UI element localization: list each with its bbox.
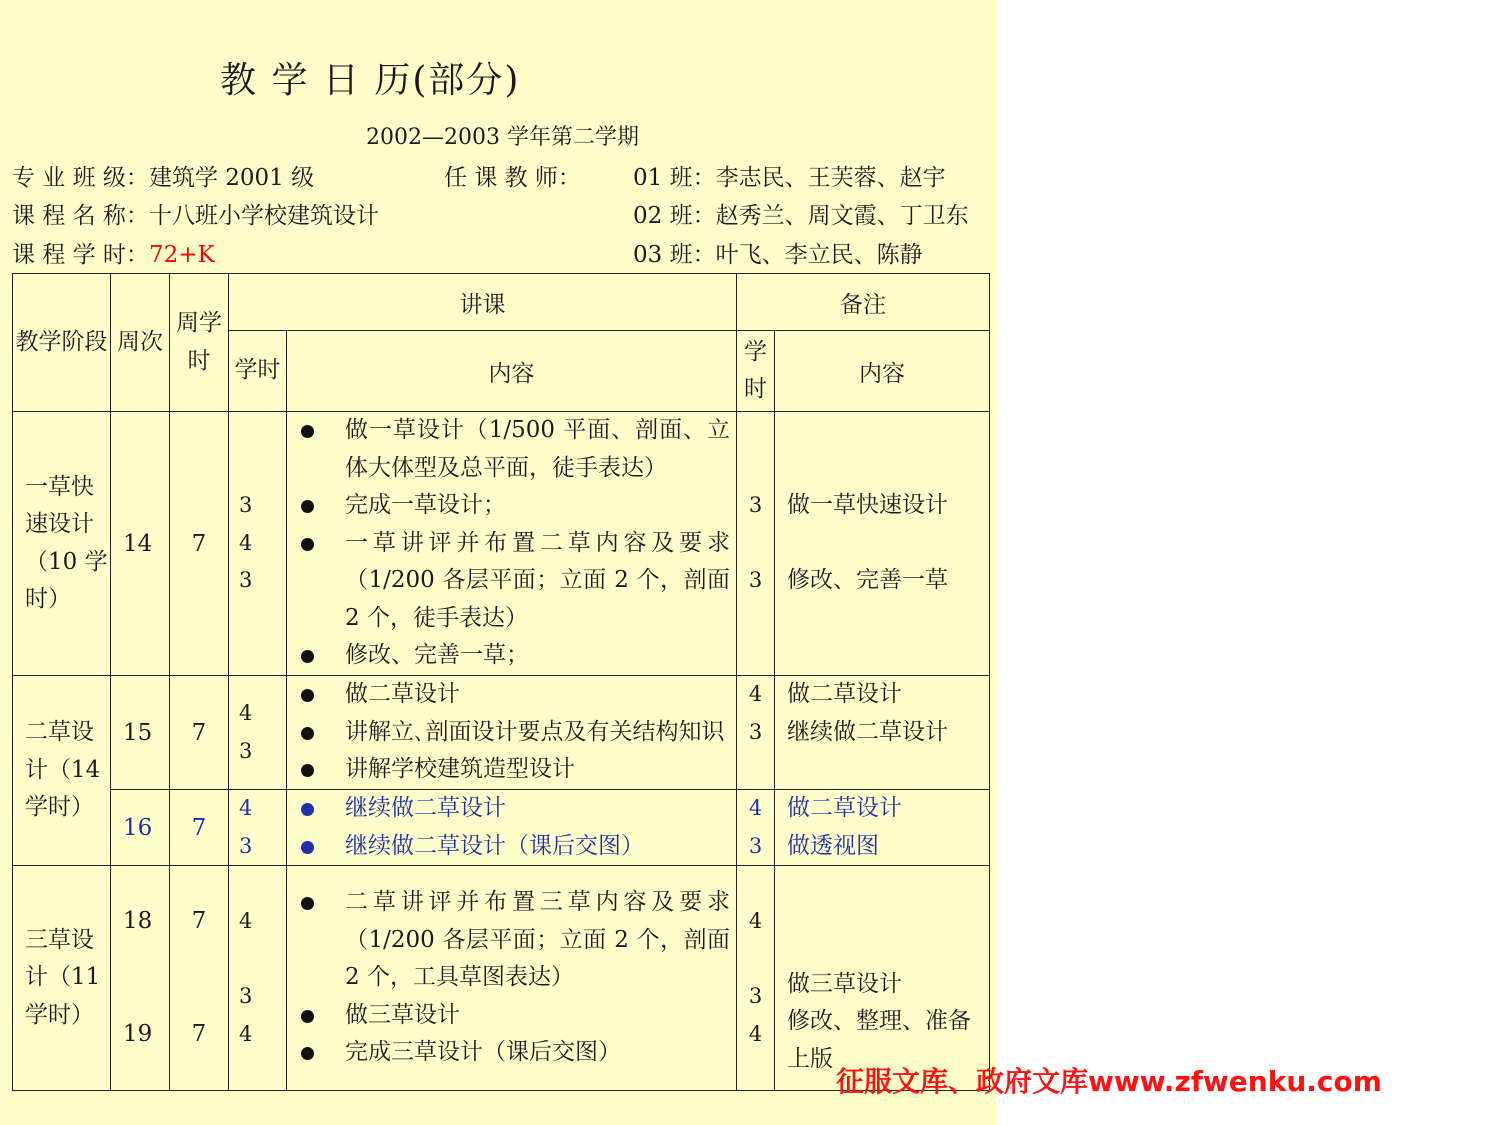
class01-teachers: 01 班：李志民、王芙蓉、赵宇	[633, 165, 946, 191]
list-item: 做三草设计	[299, 997, 730, 1035]
hours-value: 4	[748, 796, 763, 820]
stage1-content	[287, 412, 737, 676]
bullet-icon	[301, 650, 314, 663]
header-lecture-hours: 学时	[229, 331, 287, 412]
list-item: 讲解立､剖面设计要点及有关结构知识	[299, 714, 730, 752]
remark-item: 继续做二草设计	[787, 718, 948, 745]
week-value: 18	[123, 908, 153, 934]
weekly-hours-value: 7	[191, 908, 207, 934]
header-remarks: 备注	[737, 274, 990, 331]
bullet-icon	[301, 803, 314, 816]
stage2b-weekly-hours: 7	[170, 790, 229, 866]
stage1-remark-hours	[737, 412, 775, 676]
stage1-hours	[229, 412, 287, 676]
header-week: 周次	[111, 274, 170, 412]
hours-value: 3	[748, 719, 763, 744]
hours-value: 4	[239, 701, 253, 725]
stage1-weekly-hours: 7	[170, 412, 229, 676]
hours-value: 4	[748, 909, 763, 933]
major-value: 建筑学 2001 级	[148, 165, 315, 191]
stage3-hours	[229, 866, 287, 1091]
remark-item: 做透视图	[787, 832, 879, 859]
hours-value: 4	[239, 796, 253, 820]
stage3-remark-hours	[737, 866, 775, 1091]
bullet-icon	[301, 538, 314, 551]
stage2a-remark-hours	[737, 676, 775, 790]
hours-value: 4	[239, 1021, 253, 1046]
remark-item: 做二草设计	[787, 795, 902, 821]
teaching-calendar-table	[12, 273, 990, 1091]
header-lecture-content: 内容	[287, 331, 737, 412]
list-item: 完成一草设计；	[299, 487, 730, 525]
list-item: 一草讲评并布置二草内容及要求（1/200 各层平面；立面 2 个，剖面 2 个，徒手表达）	[299, 525, 730, 638]
bullet-icon	[301, 1047, 314, 1060]
page-title: 教 学 日 历(部分)	[220, 60, 521, 101]
bullet-icon	[301, 425, 314, 438]
stage1-week: 14	[111, 412, 170, 676]
stage2a-hours	[229, 676, 287, 790]
hours-value: 3	[239, 568, 253, 593]
hours-value: 3	[748, 493, 763, 518]
remark-item: 做三草设计	[787, 970, 902, 997]
weekly-hours-value: 7	[191, 1020, 207, 1047]
stage2b-hours	[229, 790, 287, 866]
header-stage: 教学阶段	[13, 274, 111, 412]
hours-value: 4	[748, 1021, 763, 1046]
class02-teachers: 02 班：赵秀兰、周文霞、丁卫东	[633, 203, 969, 229]
remark-item: 做二草设计	[787, 681, 902, 707]
stage1-remarks	[775, 412, 990, 676]
list-item: 二草讲评并布置三草内容及要求（1/200 各层平面；立面 2 个，剖面 2 个，工具草图表达）	[299, 884, 730, 997]
header-remark-hours: 学时	[737, 331, 775, 412]
week-value: 19	[123, 1020, 153, 1047]
header-weekly-hours: 周学时	[170, 274, 229, 412]
course-row	[12, 197, 379, 230]
list-item: 做一草设计（1/500 平面、剖面、立体大体型及总平面，徒手表达）	[299, 412, 730, 487]
hours-value: 3	[239, 984, 253, 1008]
stage3-weeks	[111, 866, 170, 1091]
hours-value: 3	[748, 568, 763, 593]
hours-value: 3	[748, 833, 763, 858]
major-row	[12, 159, 314, 192]
hours-label: 课 程 学 时：	[12, 242, 149, 268]
teacher-label: 任 课 教 师：	[444, 165, 581, 191]
hours-value: 3	[239, 738, 253, 763]
course-label: 课 程 名 称：	[12, 203, 149, 229]
list-item: 做二草设计	[299, 676, 730, 714]
list-item: 继续做二草设计（课后交图）	[299, 828, 730, 866]
stage2a-week: 15	[111, 676, 170, 790]
hours-value: 72+K	[148, 242, 215, 268]
class03-teachers: 03 班：叶飞、李立民、陈静	[633, 242, 923, 268]
bullet-icon	[301, 1010, 314, 1023]
stage1-name: 一草快速设计（10 学时）	[13, 412, 111, 676]
hours-value: 4	[239, 530, 253, 555]
bullet-icon	[301, 764, 314, 777]
semester-subtitle: 2002—2003 学年第二学期	[366, 125, 639, 150]
remark-item: 修改、整理、准备上版	[787, 1008, 971, 1072]
watermark-text: 征服文库、政府文库www.zfwenku.com	[836, 1065, 1382, 1098]
header-remark-content: 内容	[775, 331, 990, 412]
remark-item: 修改、完善一草	[787, 567, 948, 594]
remark-item: 做一草快速设计	[787, 492, 948, 519]
hours-value: 3	[239, 493, 253, 518]
bullet-icon	[301, 727, 314, 740]
hours-row	[12, 236, 215, 269]
hours-value: 4	[748, 682, 763, 706]
stage2b-remark-hours	[737, 790, 775, 866]
stage2a-remarks	[775, 676, 990, 790]
stage3-weekly-hours	[170, 866, 229, 1091]
list-item: 讲解学校建筑造型设计	[299, 751, 730, 789]
list-item: 继续做二草设计	[299, 790, 730, 828]
stage2a-weekly-hours: 7	[170, 676, 229, 790]
hours-value: 3	[239, 833, 253, 858]
stage2-name: 二草设计（14 学时）	[13, 676, 111, 866]
hours-value: 4	[239, 909, 253, 933]
stage3-remarks	[775, 866, 990, 1091]
header-lecture: 讲课	[229, 274, 737, 331]
stage3-name: 三草设计（11 学时）	[13, 866, 111, 1091]
major-label: 专 业 班 级：	[12, 165, 149, 191]
hours-value: 3	[748, 984, 763, 1008]
bullet-icon	[301, 841, 314, 854]
course-value: 十八班小学校建筑设计	[148, 203, 379, 229]
bullet-icon	[301, 897, 314, 910]
stage2b-content	[287, 790, 737, 866]
list-item: 完成三草设计（课后交图）	[299, 1034, 730, 1072]
stage2b-week: 16	[111, 790, 170, 866]
stage3-content	[287, 866, 737, 1091]
stage2b-remarks	[775, 790, 990, 866]
list-item: 修改、完善一草；	[299, 637, 730, 675]
bullet-icon	[301, 500, 314, 513]
bullet-icon	[301, 689, 314, 702]
stage2a-content	[287, 676, 737, 790]
